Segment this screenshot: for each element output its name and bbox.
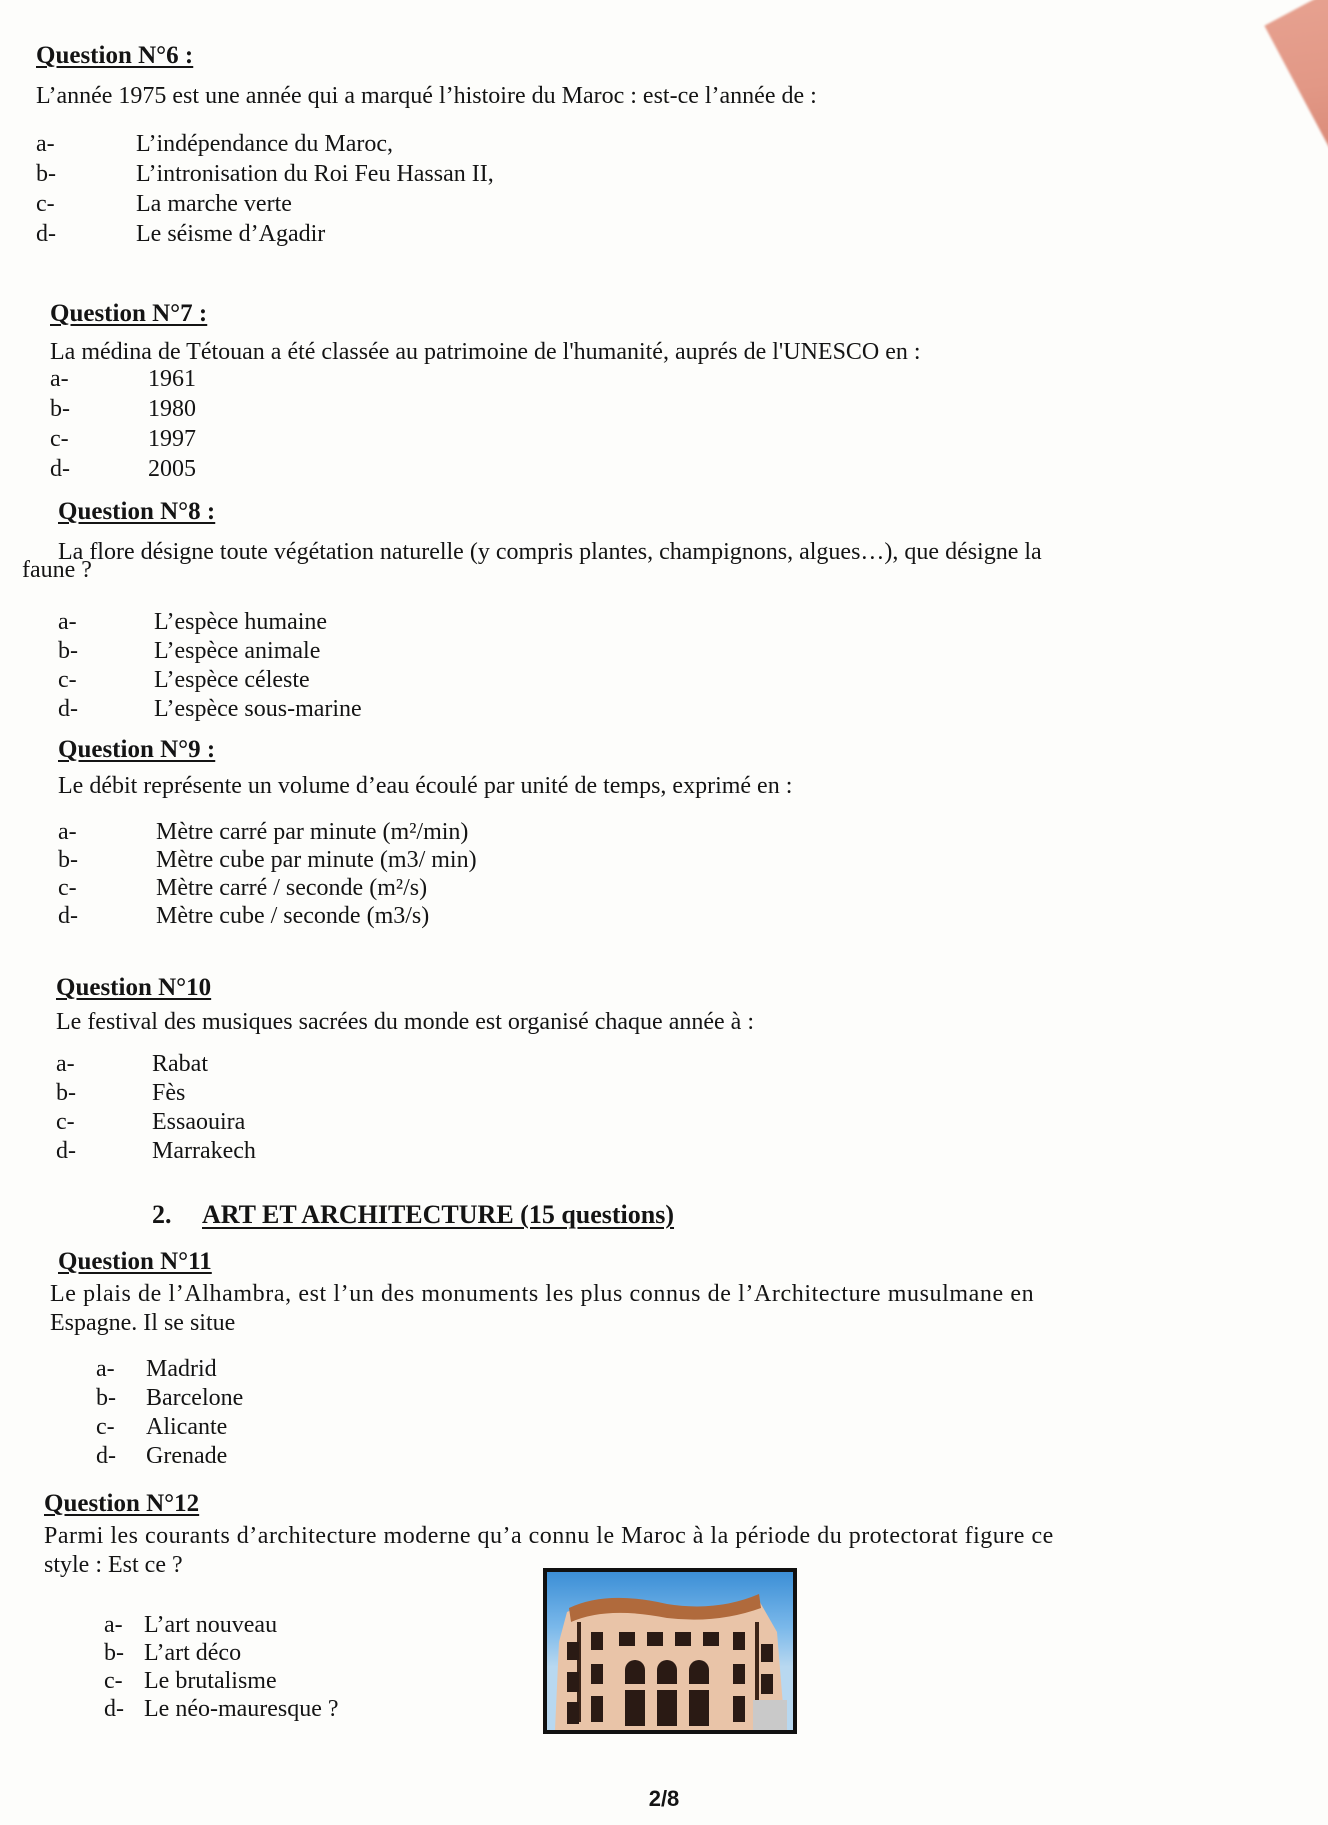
q11-option-a (96, 1355, 217, 1384)
q10-option-a (56, 1050, 208, 1079)
q6-option-b (36, 160, 494, 189)
option-text: Le séisme d’Agadir (136, 221, 326, 247)
q8-option-d (58, 695, 362, 724)
question-11-text-line2: Espagne. Il se situe (50, 1310, 236, 1336)
option-text: L’intronisation du Roi Feu Hassan II, (136, 161, 494, 187)
option-text: L’espèce sous-marine (154, 696, 362, 722)
question-8-text-line1: La flore désigne toute végétation naturelle (y compris plantes, champignons, algues…), que désigne la (58, 539, 1042, 565)
option-text: 1997 (148, 426, 196, 452)
option-text: L’art nouveau (144, 1612, 278, 1638)
option-letter: a- (96, 1356, 115, 1382)
option-text: 1980 (148, 396, 196, 422)
option-text: Grenade (146, 1443, 228, 1469)
option-text: Madrid (146, 1356, 217, 1382)
option-text: Mètre cube / seconde (m3/s) (156, 903, 430, 929)
option-letter: b- (36, 161, 56, 187)
option-letter: c- (58, 667, 77, 693)
option-letter: d- (58, 696, 78, 722)
option-letter: b- (96, 1385, 116, 1411)
option-text: 1961 (148, 366, 196, 392)
option-text: L’espèce humaine (154, 609, 328, 635)
section-number: 2. (152, 1200, 172, 1229)
option-letter: d- (50, 456, 70, 482)
option-letter: d- (36, 221, 56, 247)
q7-option-a (50, 365, 196, 394)
q11-option-d (96, 1442, 227, 1471)
option-letter: b- (50, 396, 70, 422)
option-text: 2005 (148, 456, 196, 482)
question-7-text: La médina de Tétouan a été classée au patrimoine de l'humanité, auprés de l'UNESCO en : (50, 339, 921, 365)
q8-option-a (58, 608, 327, 637)
option-letter: a- (50, 366, 69, 392)
question-12-title: Question N°12 (44, 1490, 200, 1517)
option-letter: b- (104, 1640, 124, 1666)
option-text: Rabat (152, 1051, 208, 1077)
option-text: Mètre cube par minute (m3/ min) (156, 847, 477, 873)
q12-option-c (104, 1667, 277, 1696)
q10-option-b (56, 1079, 185, 1108)
option-text: Mètre carré par minute (m²/min) (156, 819, 469, 845)
option-text: Fès (152, 1080, 186, 1106)
question-9-title: Question N°9 : (58, 736, 216, 763)
option-text: L’espèce céleste (154, 667, 310, 693)
page-number: 2/8 (648, 1786, 680, 1811)
question-11-title: Question N°11 (58, 1248, 212, 1275)
option-letter: c- (36, 191, 55, 217)
option-text: Le néo-mauresque ? (144, 1696, 339, 1722)
option-letter: a- (58, 819, 77, 845)
q6-option-c (36, 190, 292, 219)
option-letter: b- (58, 638, 78, 664)
question-12-text-line2: style : Est ce ? (44, 1552, 183, 1578)
question-10-title: Question N°10 (56, 974, 212, 1001)
option-text: Mètre carré / seconde (m²/s) (156, 875, 428, 901)
q8-option-c (58, 666, 310, 695)
q7-option-b (50, 395, 196, 424)
q11-option-c (96, 1413, 227, 1442)
option-letter: d- (96, 1443, 116, 1469)
question-8-text-line2: faune ? (22, 557, 92, 583)
question-9-text: Le débit représente un volume d’eau écoulé par unité de temps, exprimé en : (58, 773, 793, 799)
option-letter: c- (56, 1109, 75, 1135)
option-letter: c- (96, 1414, 115, 1440)
q9-option-c (58, 874, 427, 903)
question-7-title: Question N°7 : (50, 300, 208, 327)
question-6-title: Question N°6 : (36, 42, 194, 69)
option-letter: c- (50, 426, 69, 452)
option-letter: a- (56, 1051, 75, 1077)
question-12-text-line1: Parmi les courants d’architecture moderne qu’a connu le Maroc à la période du protectorat figure ce (44, 1523, 1054, 1549)
q9-option-b (58, 846, 477, 875)
q9-option-d (58, 902, 429, 931)
q6-option-a (36, 130, 393, 159)
q10-option-c (56, 1108, 245, 1137)
option-text: Essaouira (152, 1109, 246, 1135)
question-6-text: L’année 1975 est une année qui a marqué l’histoire du Maroc : est-ce l’année de : (36, 83, 817, 109)
option-text: La marche verte (136, 191, 292, 217)
section-heading (152, 1200, 674, 1230)
q8-option-b (58, 637, 320, 666)
building-illustration (547, 1572, 793, 1730)
option-text: L’art déco (144, 1640, 242, 1666)
option-letter: c- (104, 1668, 123, 1694)
option-letter: c- (58, 875, 77, 901)
option-letter: d- (58, 903, 78, 929)
q9-option-a (58, 818, 468, 847)
option-letter: d- (56, 1138, 76, 1164)
q11-option-b (96, 1384, 243, 1413)
option-letter: a- (104, 1612, 123, 1638)
option-letter: a- (58, 609, 77, 635)
question-11-text-line1: Le plais de l’Alhambra, est l’un des monuments les plus connus de l’Architecture musulmane en (50, 1281, 1035, 1307)
option-letter: b- (58, 847, 78, 873)
finger-shadow (1264, 0, 1328, 158)
option-text: Le brutalisme (144, 1668, 277, 1694)
question-10-text: Le festival des musiques sacrées du monde est organisé chaque année à : (56, 1009, 754, 1035)
q12-option-a (104, 1611, 277, 1640)
option-letter: d- (104, 1696, 124, 1722)
q10-option-d (56, 1137, 256, 1166)
option-text: Barcelone (146, 1385, 244, 1411)
option-text: Alicante (146, 1414, 228, 1440)
option-text: L’indépendance du Maroc, (136, 131, 394, 157)
q7-option-d (50, 455, 196, 484)
section-title: ART ET ARCHITECTURE (15 questions) (202, 1200, 675, 1229)
option-text: L’espèce animale (154, 638, 321, 664)
q7-option-c (50, 425, 196, 454)
question-8-title: Question N°8 : (58, 498, 216, 525)
option-letter: a- (36, 131, 55, 157)
q12-option-d (104, 1695, 339, 1724)
q6-option-d (36, 220, 325, 249)
building-photo (543, 1568, 797, 1734)
option-text: Marrakech (152, 1138, 256, 1164)
option-letter: b- (56, 1080, 76, 1106)
q12-option-b (104, 1639, 241, 1668)
